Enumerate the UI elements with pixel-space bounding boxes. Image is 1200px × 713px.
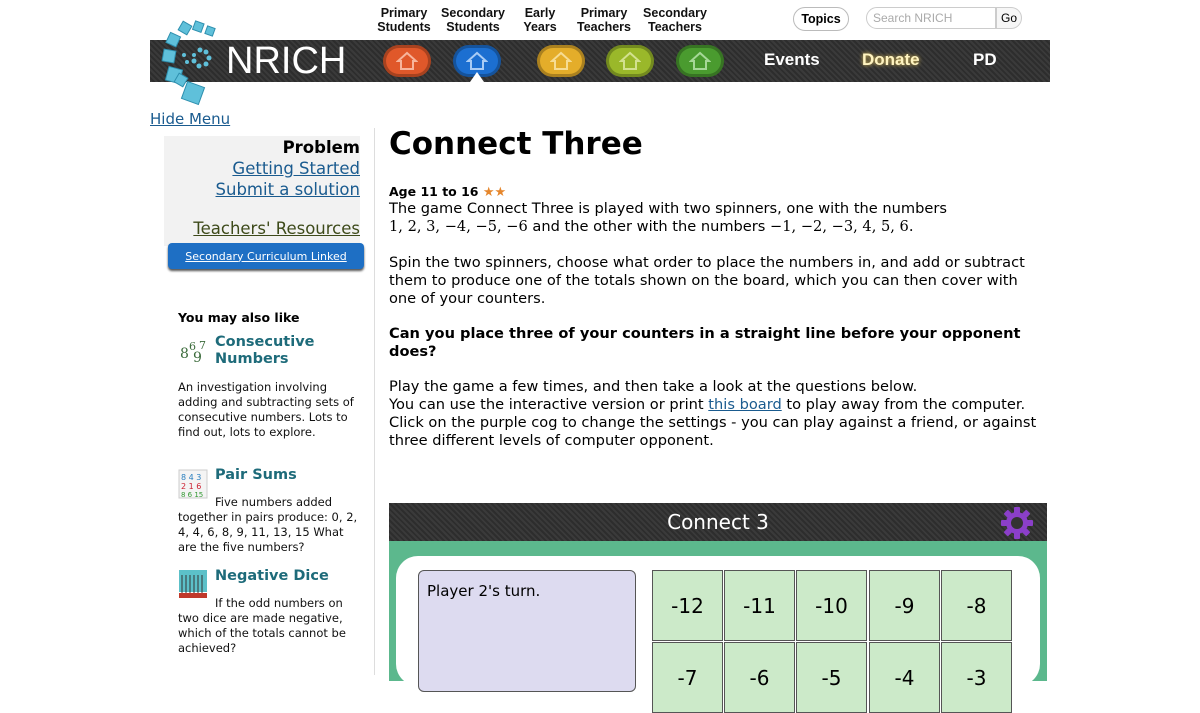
- board-cell[interactable]: [941, 642, 1012, 713]
- nav-label: Primary Teachers: [577, 6, 631, 34]
- game-header: [389, 503, 1047, 541]
- board-cell[interactable]: [796, 642, 867, 713]
- cell-value: -3: [966, 665, 987, 690]
- cell-value: -11: [743, 593, 776, 618]
- submit-solution-link[interactable]: Submit a solution: [215, 180, 360, 199]
- cell-value: -4: [894, 665, 915, 690]
- difficulty-stars-icon: ★★: [482, 185, 507, 200]
- related-desc-pair-sums: Five numbers added together in pairs produce: 0, 2, 4, 4, 6, 8, 9, 11, 13, 15 What are the five numbers?: [178, 495, 358, 554]
- search-go-button[interactable]: [996, 7, 1022, 29]
- cell-value: -10: [815, 593, 848, 618]
- related-title-consecutive-numbers[interactable]: Consecutive Numbers: [215, 334, 315, 367]
- nav-label: Secondary Teachers: [643, 6, 707, 34]
- print-board-link[interactable]: this board: [708, 396, 782, 413]
- nav-label: Primary Students: [377, 6, 431, 34]
- hide-menu-link[interactable]: Hide Menu: [150, 110, 231, 128]
- house-button-primary-teachers[interactable]: [606, 45, 654, 77]
- instruction-line-2: [389, 396, 1049, 414]
- board-cell[interactable]: [941, 570, 1012, 641]
- house-button-secondary-teachers[interactable]: [676, 45, 724, 77]
- board-cell[interactable]: [652, 642, 723, 713]
- topics-label: Topics: [801, 12, 841, 26]
- board-cell[interactable]: [724, 642, 795, 713]
- svg-text:8 4 3: 8 4 3: [181, 473, 202, 482]
- cell-value: -7: [677, 665, 698, 690]
- curriculum-linked-button[interactable]: [168, 243, 364, 269]
- nrich-logo-text: NRICH: [226, 40, 347, 82]
- house-button-early-years[interactable]: [537, 45, 585, 77]
- events-link[interactable]: Events: [764, 50, 820, 69]
- cell-value: -12: [671, 593, 704, 618]
- home-icon: [550, 51, 572, 71]
- age-label: [389, 184, 506, 200]
- svg-text:8: 8: [180, 346, 189, 362]
- instruction-line-1: Play the game a few times, and then take a look at the questions below.: [389, 378, 918, 395]
- turn-status-text: Player 2's turn.: [427, 582, 541, 600]
- svg-text:9: 9: [193, 350, 202, 366]
- instruction-line-3: Click on the purple cog to change the settings - you can play against a friend, or against three different levels of computer opponent.: [389, 414, 1037, 449]
- nav-label: Early Years: [523, 6, 557, 34]
- cell-value: -6: [749, 665, 770, 690]
- problem-label: Problem: [282, 138, 360, 157]
- instruction-pre: You can use the interactive version or print: [389, 396, 709, 413]
- nav-primary-students[interactable]: [372, 6, 436, 34]
- nav-secondary-students[interactable]: [436, 6, 510, 34]
- svg-text:8 6 15: 8 6 15: [181, 491, 204, 499]
- svg-text:6: 6: [189, 340, 196, 353]
- related-title-pair-sums[interactable]: Pair Sums: [215, 467, 297, 483]
- board-cell[interactable]: [724, 570, 795, 641]
- board-cell[interactable]: [652, 570, 723, 641]
- related-desc-negative-dice: If the odd numbers on two dice are made negative, which of the totals cannot be achieved?: [178, 596, 346, 655]
- board-cell[interactable]: [869, 570, 940, 641]
- spinner-two-numbers: −1, −2, −3, 4, 5, 6.: [770, 218, 914, 235]
- rules-paragraph: Spin the two spinners, choose what order to place the numbers in, and add or subtract them to produce one of the totals shown on the board, which you can then cover with one of your counters.: [389, 254, 1025, 307]
- donate-link[interactable]: Donate: [862, 50, 920, 69]
- nav-early-years[interactable]: [510, 6, 570, 34]
- board-cell[interactable]: [796, 570, 867, 641]
- getting-started-link[interactable]: Getting Started: [232, 159, 360, 178]
- consecutive-numbers-icon[interactable]: [178, 336, 208, 366]
- cell-value: -5: [821, 665, 842, 690]
- intro-connector: and the other with the numbers: [527, 218, 771, 235]
- settings-cog-icon[interactable]: [1000, 506, 1034, 540]
- active-caret: [470, 72, 484, 82]
- curriculum-label: Secondary Curriculum Linked: [185, 249, 347, 263]
- house-button-primary-students[interactable]: [383, 45, 431, 77]
- age-text: Age 11 to 16: [389, 184, 479, 199]
- page-title: Connect Three: [389, 126, 643, 162]
- related-title-negative-dice[interactable]: Negative Dice: [215, 568, 329, 584]
- instruction-post: to play away from the computer.: [781, 396, 1026, 413]
- negative-dice-icon[interactable]: [178, 569, 208, 599]
- game-title: Connect 3: [667, 510, 769, 534]
- intro-paragraph: [389, 200, 1049, 236]
- cell-value: -8: [966, 593, 987, 618]
- pd-link[interactable]: PD: [973, 50, 997, 69]
- game-board: [652, 570, 1016, 690]
- nav-primary-teachers[interactable]: [570, 6, 638, 34]
- audience-nav: [372, 6, 712, 34]
- intro-text: The game Connect Three is played with two spinners, one with the numbers: [389, 200, 947, 217]
- problem-links-panel: [164, 136, 360, 246]
- svg-text:7: 7: [199, 339, 206, 352]
- go-label: Go: [1000, 11, 1017, 25]
- related-desc-consecutive-numbers: An investigation involving adding and subtracting sets of consecutive numbers. Lots to find out, lots to explore.: [178, 380, 354, 439]
- home-icon: [466, 51, 488, 71]
- nav-label: Secondary Students: [441, 6, 505, 34]
- home-icon: [689, 51, 711, 71]
- cell-value: -9: [894, 593, 915, 618]
- board-cell[interactable]: [869, 642, 940, 713]
- instructions-paragraph: [389, 378, 1049, 450]
- topics-button[interactable]: [793, 7, 849, 31]
- teachers-resources-link[interactable]: Teachers' Resources: [193, 219, 360, 238]
- nav-secondary-teachers[interactable]: [638, 6, 712, 34]
- home-icon: [396, 51, 418, 71]
- search-input[interactable]: [866, 7, 996, 29]
- sidebar-divider: [374, 128, 375, 675]
- svg-text:2 1 6: 2 1 6: [181, 482, 202, 491]
- spinner-one-numbers: 1, 2, 3, −4, −5, −6: [389, 218, 528, 235]
- challenge-question: Can you place three of your counters in a straight line before your opponent does?: [389, 325, 1021, 360]
- you-may-also-like-title: You may also like: [178, 310, 300, 325]
- intro-math-line: [389, 218, 1049, 236]
- search-placeholder: Search NRICH: [873, 11, 953, 25]
- home-icon: [619, 51, 641, 71]
